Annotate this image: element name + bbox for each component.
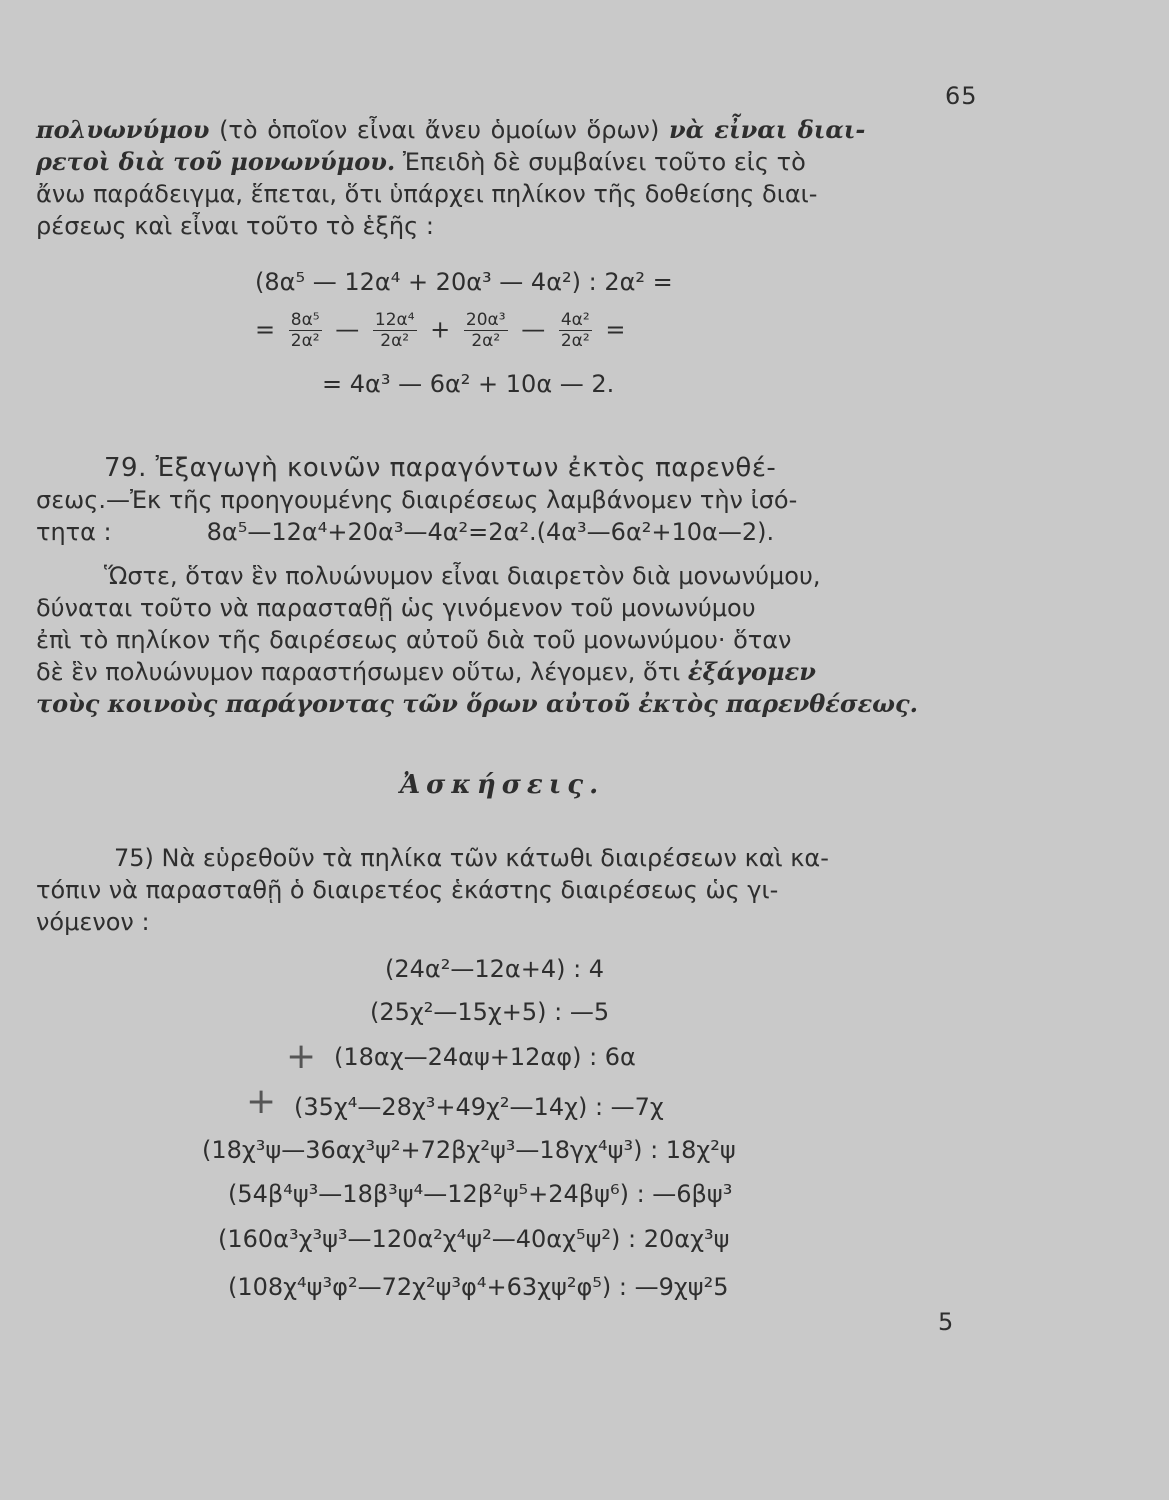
denominator: 2α²: [373, 330, 417, 351]
operator: +: [430, 315, 451, 344]
exercises-title: Ἀσκήσεις.: [400, 770, 605, 800]
equation-line-1: (8α⁵ — 12α⁴ + 20α³ — 4α²) : 2α² =: [255, 268, 673, 296]
para2-line-2: δύναται τοῦτο νὰ παρασταθῇ ὡς γινόμενον τοῦ μονωνύμου: [36, 594, 756, 622]
exercises-intro: [36, 842, 982, 938]
fraction-4: [559, 310, 592, 351]
section-79: [36, 452, 982, 548]
text-span: δὲ ἓν πολυώνυμον παραστήσωμεν οὕτω, λέγομεν, ὅτι: [36, 658, 688, 686]
fraction-3: [464, 310, 508, 351]
page-number-bottom: 5: [938, 1308, 955, 1336]
exercise-intro-line-3: νόμενον :: [36, 908, 150, 936]
exercise-item: (24α²—12α+4) : 4: [385, 955, 605, 983]
numerator: 12α⁴: [374, 310, 415, 330]
margin-mark-plus: +: [246, 1081, 277, 1122]
exercise-item: (108χ⁴ψ³φ²—72χ²ψ³φ⁴+63χψ²φ⁵) : —9χψ²5: [228, 1273, 729, 1301]
intro-line-4: ρέσεως καὶ εἶναι τοῦτο τὸ ἑξῆς :: [36, 212, 434, 240]
intro-line-2: [36, 146, 982, 178]
margin-mark-plus: +: [286, 1036, 317, 1077]
section-line-3: [36, 516, 982, 548]
denominator: 2α²: [464, 330, 508, 351]
operator: —: [521, 315, 546, 344]
denominator: 2α²: [560, 331, 590, 351]
operator: —: [335, 315, 360, 344]
numerator: 20α³: [465, 310, 506, 330]
intro-line-3: ἄνω παράδειγμα, ἕπεται, ὅτι ὑπάρχει πηλίκον τῆς δοθείσης διαι-: [36, 180, 818, 208]
section-heading: 79. Ἐξαγωγὴ κοινῶν παραγόντων ἐκτὸς παρενθέ-: [104, 453, 777, 483]
intro-line-1: [36, 114, 982, 146]
operator: =: [605, 315, 626, 344]
exercise-item: (25χ²—15χ+5) : —5: [370, 998, 610, 1026]
italic-term: ἐξάγομεν: [687, 657, 816, 686]
section-79-paragraph-2: [36, 560, 982, 720]
equation-line-3: = 4α³ — 6α² + 10α — 2.: [322, 370, 615, 398]
numerator: 4α²: [560, 310, 590, 330]
para2-line-3: ἐπὶ τὸ πηλίκον τῆς δαιρέσεως αὐτοῦ διὰ τοῦ μονωνύμου· ὅταν: [36, 626, 792, 654]
exercise-item: (35χ⁴—28χ³+49χ²—14χ) : —7χ: [294, 1093, 664, 1121]
exercise-item: (54β⁴ψ³—18β³ψ⁴—12β²ψ⁵+24βψ⁶) : —6βψ³: [228, 1180, 733, 1208]
numerator: 8α⁵: [290, 310, 320, 330]
italic-term: πολυωνύμου: [36, 115, 210, 144]
exercise-item: (160α³χ³ψ³—120α²χ⁴ψ²—40αχ⁵ψ²) : 20αχ³ψ: [218, 1225, 730, 1253]
identity-equation: 8α⁵—12α⁴+20α³—4α²=2α².(4α³—6α²+10α—2).: [206, 518, 775, 546]
equation-line-2: [255, 310, 625, 351]
text-span: τητα :: [36, 518, 112, 546]
section-line-2: σεως.—Ἐκ τῆς προηγουμένης διαιρέσεως λαμβάνομεν τὴν ἰσό-: [36, 486, 798, 514]
exercise-item: (18αχ—24αψ+12αφ) : 6α: [334, 1043, 636, 1071]
exercise-item: (18χ³ψ—36αχ³ψ²+72βχ²ψ³—18γχ⁴ψ³) : 18χ²ψ: [202, 1136, 736, 1164]
para2-line-4: [36, 656, 982, 688]
exercise-intro-line-2: τόπιν νὰ παρασταθῇ ὁ διαιρετέος ἑκάστης διαιρέσεως ὡς γι-: [36, 876, 779, 904]
intro-paragraph: [36, 114, 982, 242]
fraction-1: [289, 310, 322, 351]
denominator: 2α²: [290, 331, 320, 351]
italic-term: νὰ εἶναι διαι-: [668, 115, 866, 144]
fraction-2: [373, 310, 417, 351]
text-span: (τὸ ὁποῖον εἶναι ἄνευ ὁμοίων ὅρων): [209, 116, 669, 144]
exercise-intro-line-1: 75) Νὰ εὑρεθοῦν τὰ πηλίκα τῶν κάτωθι διαιρέσεων καὶ κα-: [114, 844, 829, 872]
equals-sign: =: [255, 315, 276, 344]
page-number-top: 65: [945, 82, 978, 110]
para2-line-5: τοὺς κοινοὺς παράγοντας τῶν ὅρων αὐτοῦ ἐκτὸς παρενθέσεως.: [36, 689, 918, 718]
para2-line-1: Ὥστε, ὅταν ἓν πολυώνυμον εἶναι διαιρετὸν διὰ μονωνύμου,: [104, 562, 821, 590]
italic-term: ρετοὶ διὰ τοῦ μονωνύμου.: [36, 147, 396, 176]
text-span: Ἐπειδὴ δὲ συμβαίνει τοῦτο εἰς τὸ: [395, 148, 806, 176]
